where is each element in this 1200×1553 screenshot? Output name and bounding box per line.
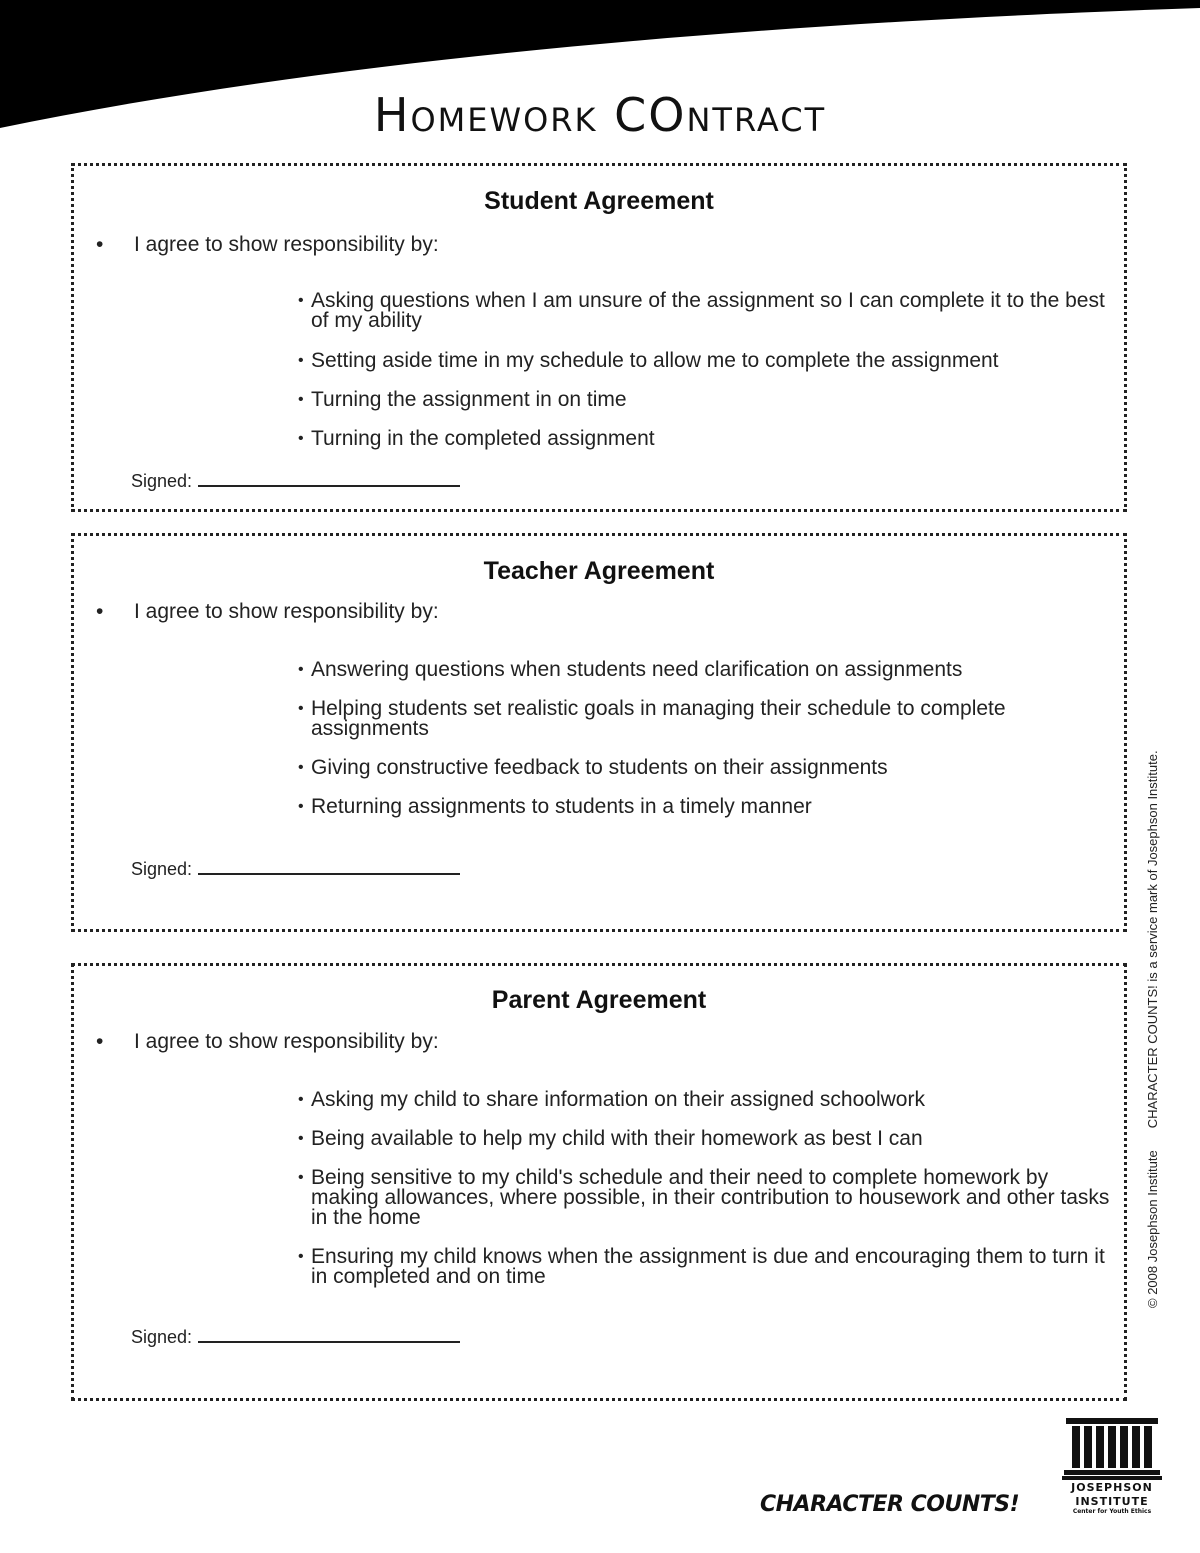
trademark-text: CHARACTER COUNTS! is a service mark of Josephson Institute. bbox=[1145, 750, 1160, 1129]
section-heading: Student Agreement bbox=[484, 187, 714, 215]
signature-line[interactable] bbox=[198, 857, 460, 875]
signed-label: Signed: bbox=[131, 859, 193, 879]
page-title: Homework COntract bbox=[373, 88, 827, 142]
columns-icon bbox=[1062, 1418, 1162, 1480]
list-item: • Giving constructive feedback to students on their assignments bbox=[298, 758, 1121, 778]
list-item: • Setting aside time in my schedule to allow me to complete the assignment bbox=[298, 351, 1121, 371]
intro-text: I agree to show responsibility by: bbox=[134, 600, 439, 623]
parent-agreement-section bbox=[71, 963, 1127, 1401]
copyright-text: © 2008 Josephson Institute bbox=[1145, 1150, 1160, 1308]
signature-line[interactable] bbox=[198, 1325, 460, 1343]
signature-field[interactable] bbox=[131, 469, 460, 492]
section-heading: Teacher Agreement bbox=[483, 557, 715, 585]
list-item: • Being sensitive to my child's schedule and their need to complete homework by making allowances, where possible, in their contribution to housework and other tasks in the home bbox=[298, 1168, 1121, 1228]
intro-line bbox=[96, 1030, 439, 1054]
bullet-icon: • bbox=[96, 233, 104, 256]
list-item: • Being available to help my child with their homework as best I can bbox=[298, 1129, 1121, 1149]
signature-field[interactable] bbox=[131, 1325, 460, 1348]
list-item: • Turning the assignment in on time bbox=[298, 390, 1121, 410]
signature-field[interactable] bbox=[131, 857, 460, 880]
josephson-tagline: Center for Youth Ethics bbox=[1072, 1508, 1152, 1515]
list-item: • Asking my child to share information on their assigned schoolwork bbox=[298, 1090, 1121, 1110]
list-item: • Helping students set realistic goals in managing their schedule to complete assignments bbox=[298, 699, 1121, 739]
bullet-icon: • bbox=[96, 600, 104, 623]
list-item: • Ensuring my child knows when the assignment is due and encouraging them to turn it in completed and on time bbox=[298, 1247, 1121, 1287]
student-agreement-section bbox=[71, 163, 1127, 512]
signed-label: Signed: bbox=[131, 471, 193, 491]
intro-line bbox=[96, 600, 439, 624]
teacher-agreement-section bbox=[71, 533, 1127, 932]
list-item: • Asking questions when I am unsure of the assignment so I can complete it to the best of my ability bbox=[298, 291, 1121, 331]
copyright-sidebar bbox=[1145, 750, 1160, 1308]
institute-name: INSTITUTE bbox=[1075, 1495, 1149, 1508]
bullet-icon: • bbox=[96, 1030, 104, 1053]
intro-text: I agree to show responsibility by: bbox=[134, 1030, 439, 1053]
intro-text: I agree to show responsibility by: bbox=[134, 233, 439, 256]
section-heading: Parent Agreement bbox=[491, 986, 707, 1014]
list-item: • Turning in the completed assignment bbox=[298, 429, 1121, 449]
signature-line[interactable] bbox=[198, 469, 460, 487]
signed-label: Signed: bbox=[131, 1327, 193, 1347]
list-item: • Answering questions when students need clarification on assignments bbox=[298, 660, 1121, 680]
list-item: • Returning assignments to students in a timely manner bbox=[298, 797, 1121, 817]
josephson-institute-logo bbox=[1062, 1418, 1162, 1515]
character-counts-logo: CHARACTER COUNTS! bbox=[760, 1492, 1020, 1517]
josephson-name: JOSEPHSON bbox=[1071, 1481, 1153, 1494]
intro-line bbox=[96, 233, 439, 257]
